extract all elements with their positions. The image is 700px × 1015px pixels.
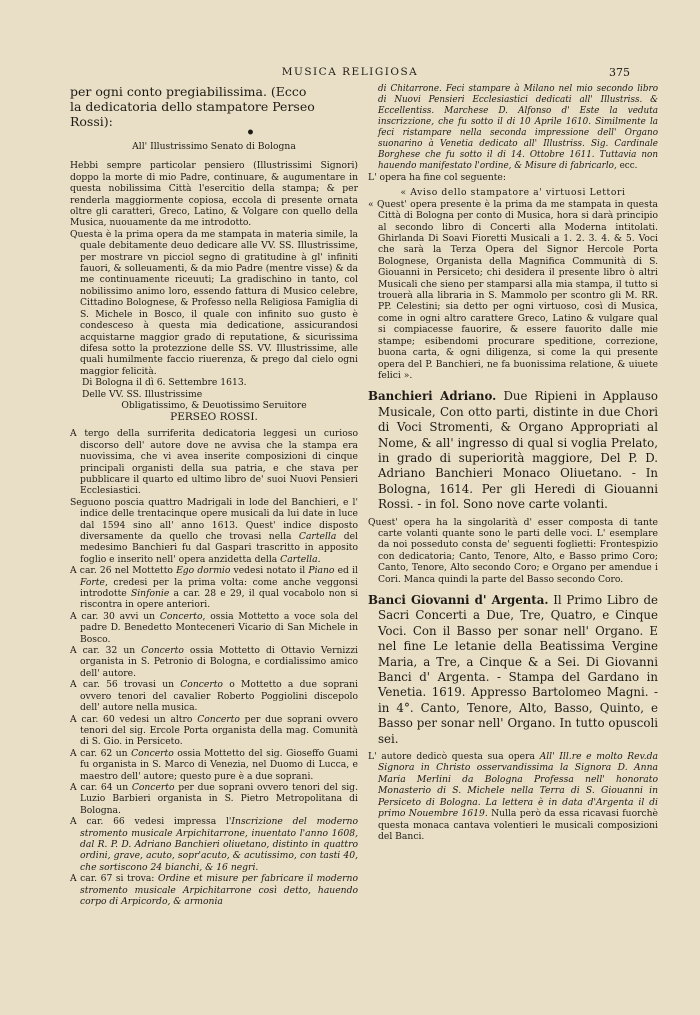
car26-text-d: , credesi per la prima volta: come anche veggonsi introdotte [80, 576, 358, 600]
intro-line-1: per ogni conto pregiabilissima. (Ecco [70, 84, 307, 99]
ending-note: L' opera ha fine col seguente: [368, 172, 506, 183]
entry-banci-heading: Banci Giovanni d' Argenta. [368, 593, 549, 607]
car26-text-a: A car. 26 nel Mottetto [70, 565, 177, 577]
note-car-66 [70, 816, 358, 873]
dedication-signature: PERSEO ROSSI. [170, 411, 258, 424]
car64-text-b: per due soprani ovvero tenori del sig. Luzio Barbieri organista in S. Pietro Metropolitana di Bologna. [80, 781, 358, 816]
entry-banci-note [368, 751, 658, 842]
paragraph-tergo: A tergo della surriferita dedicatoria leggesi un curioso discorso dell' autore dove ne avvisa che la stampa era nuovissima, che vi avea inserite composizioni di cinque principali organisti della sua patria, e che stava per pubblicare il quarto ed ultimo libro de' suoi Nuovi Pensieri Ecclesiastici. [70, 428, 358, 497]
page-header [0, 66, 700, 82]
car64-italic: Concerto [131, 781, 175, 793]
printed-dot: • [246, 125, 255, 141]
continued-tail: ecc. [616, 161, 638, 171]
note-car-62 [70, 748, 358, 782]
note-car-56 [70, 679, 358, 713]
banci-note-text-a: L' autore dedicò questa sua opera [368, 751, 540, 763]
car26-text-c: ed il [334, 565, 358, 577]
car26-italic-2: Piano [308, 565, 335, 577]
car60-italic: Concerto [197, 713, 240, 725]
car56-italic: Concerto [180, 679, 223, 691]
dedication-date: Di Bologna il dì 6. Settembre 1613. [82, 377, 247, 389]
continued-italic: di Chitarrone. Feci stampare à Milano nel mio secondo libro di Nuovi Pensieri Ecclesiastici dedicati all' Illustriss. & Eccellentiss. Marchese D. Alfonso d' Este la veduta inscrizzione, che fu sotto il di 10 Aprile 1610. Similmente la feci ristampare nella seconda impressione dell' Organo suonarino à Venetia dedicato all' Illustriss. Sig. Cardinale Borghese che fu sotto il di 14. Ottobre 1611. Tuttavia non hauendo manifestato l'ordine, & Misure di fabricarlo, [378, 84, 658, 171]
entry-banchieri-note: Quest' opera ha la singolarità d' esser composta di tante carte volanti quante sono le parti delle voci. L' esemplare da noi posseduto consta de' seguenti foglietti: Frontespizio con dedicatoria; Canto, Tenore, Alto, e Basso primo Coro; Canto, Tenore, Alto secondo Coro; e Organo per amendue i Cori. Manca quindi la parte del Basso secondo Coro. [368, 516, 658, 585]
right-column [368, 84, 658, 842]
seguono-text-c: . [317, 553, 321, 565]
intro-line-3: Rossi): [70, 114, 113, 129]
page-number: 375 [609, 66, 630, 79]
note-car-64 [70, 782, 358, 816]
car64-text-a: A car. 64 un [70, 781, 132, 793]
note-car-32 [70, 645, 358, 679]
aviso-text: « Quest' opera presente è la prima da me stampata in questa Città di Bologna per conto di Musica, hora si darà principio al secondo libro di Concerti alla Moderna intitolati. Ghirlanda Di Soavi Fioretti Musicali a 1. 2. 3. 4. & 5. Voci che sarà la Terza Opera del Signor Hercole Porta Bolognese, Organista della Magnifica Communità di S. Giouanni in Persiceto; chi desidera il presente libro ò altri Musicali che sieno per stamparsi alla mia stampa, il tutto si trouerà alla libraria in S. Mammolo per scontro gli M. RR. PP. Celestini; sia detto per ogni virtuoso, così di Musica, come in ogni altro carattere Greco, Latino & vulgare qual si compiacesse fauorire, & essere fauorito dalle mie stampe; esibendomi procurare speditione, correzione, buona carta, & ogni diligenza, si come la qui presente opera del P. Banchieri, ne fa buonissima relatione, & uiuete felici ». [368, 198, 658, 381]
seguono-text-a: Seguono poscia quattro Madrigali in lode del Banchieri, e l' indice delle trentacinque opere musicali da lui date in luce dal 1594 sino all' anno 1613. Quest' indice disposto diversamente da quello che trovasi nella [70, 496, 358, 542]
car30-text-a: A car. 30 avvi un [70, 610, 160, 622]
note-car-26 [70, 565, 358, 611]
car26-text-e: a car. 28 e 29, il qual vocabolo non si riscontra in opere anteriori. [80, 588, 358, 611]
car32-text-a: A car. 32 un [70, 645, 142, 657]
seguono-italic-2: Cartella [280, 553, 318, 565]
car67-text-a: A car. 67 si trova: [70, 873, 158, 885]
banci-note-italic: All' Ill.re e molto Rev.da Signora in Christo osservandissima la Signora D. Anna Maria Merlini da Bologna Professa nell' honorato Monasterio di S. Michele nella Terra di S. Giouanni in Persiceto di Bologna. La lettera è in data d'Argenta il di primo Nouembre 1619. [378, 751, 658, 820]
entry-banci-body: Il Primo Libro de Sacri Concerti a Due, Tre, Quatro, e Cinque Voci. Con il Basso per sonar nell' Organo. E nel fine Le letanie della Beatissima Vergine Maria, a Tre, a Cinque & a Sei. Di Giovanni Banci d' Argenta. - Stampa del Gardano in Venetia. 1619. Appresso Bartolomeo Magni. - in 4°. Canto, Tenore, Alto, Basso, Quinto, e Basso per sonar nell' Organo. In tutto opuscoli sei. [378, 593, 658, 746]
note-car-67 [70, 873, 358, 907]
car67-italic: Ordine et misure per fabricare il moderno stromento musicale Arpichitarrone così detto, hauendo corpo di Arpicordo, & armonia [80, 873, 358, 907]
dedication-paragraph-2: Questa è la prima opera da me stampata in materia simile, la quale debitamente deuo dedicare alle VV. SS. Illustrissime, per mostrare vn picciol segno di gratitudine à gl' infiniti fauori, & solleuamenti, & da mio Padre (mentre visse) & da me continuamente riceuuti; La gradischino in tanto, col nobilissimo animo loro, essendo fattura di Musico celebre, Cittadino Bolognese, & Professo nella Religiosa Famiglia di S. Michele in Bosco, il quale con infinito suo gusto è condesceso à questa mia dedicatione, assicurandosi acquistarne maggior grado di reputatione, & sicurissima difesa sotto la protezzione delle SS. VV. Illustrissime, alle quali humilmente faccio riuerenza, & prego dal cielo ogni maggior felicità. [70, 228, 358, 377]
entry-banchieri-heading: Banchieri Adriano. [368, 389, 497, 404]
car56-text-b: o Mottetto a due soprani ovvero tenori del cavalier Roberto Poggiolini discepolo dell' autore nella musica. [80, 679, 358, 714]
car62-text-b: ossia Mottetto del sig. Gioseffo Guami fu organista in S. Marco di Venezia, nel Duomo di Lucca, e maestro dell' autore; questo pure è a due soprani. [80, 747, 358, 782]
car30-italic: Concerto [159, 610, 203, 622]
car62-text-a: A car. 62 un [70, 747, 132, 759]
note-car-60 [70, 714, 358, 748]
dedication-addressee: All' Illustrissimo Senato di Bologna [132, 141, 296, 152]
car60-text-a: A car. 60 vedesi un altro [70, 713, 198, 725]
car26-italic-3: Forte [80, 576, 105, 588]
car66-text-a: A car. 66 vedesi impressa l' [70, 816, 232, 828]
banci-note-text-b: Nulla però da essa ricavasi fuorchè questa monaca cantava volentieri le musicali composizioni del Banci. [378, 808, 658, 842]
intro-line-2: la dedicatoria dello stampatore Perseo [70, 99, 315, 114]
continued-inscription [368, 84, 658, 172]
car30-text-b: , ossia Mottetto a voce sola del padre D. Benedetto Monteceneri Vicario di San Michele in Bosco. [80, 610, 358, 645]
entry-banchieri [368, 389, 658, 512]
car60-text-b: per due soprani ovvero tenori del sig. Ercole Porta organista della mag. Comunità di S. Gio. in Persiceto. [80, 713, 358, 748]
entry-banchieri-body: Due Ripieni in Applauso Musicale, Con otto parti, distinte in due Chori di Voci Stromenti, & Organo Appropriati al Nome, & all' ingresso di qual si voglia Prelato, in grado di superiorità maggiore, Del P. D. Adriano Banchieri Monaco Oliuetano. - In Bologna, 1614. Per gli Heredi di Giouanni Rossi. - in fol. Sono nove carte volanti. [378, 389, 658, 512]
car66-italic: Inscrizione del moderno stromento musicale Arpichitarrone, inuentato l'anno 1608, dal R. P. D. Adriano Banchieri oliuetano, distinto in quattro ordini, grave, acuto, sopr'acuto, & acutissimo, con tasti 40, che sortiscono 24 bianchi, & 16 negri. [80, 816, 358, 873]
dedication-closing-1: Delle VV. SS. Illustrissime [82, 388, 203, 400]
note-car-30 [70, 611, 358, 645]
car26-text-b: vedesi notato il [230, 565, 309, 577]
seguono-text-b: del medesimo Banchieri fu dal Gaspari trascritto in apposito foglio e inserito nell' opera anzidetta della [80, 531, 358, 565]
seguono-italic-1: Cartella [298, 531, 337, 542]
running-title: MUSICA RELIGIOSA [281, 66, 419, 78]
car62-italic: Concerto [131, 747, 174, 759]
car32-text-b: ossia Mottetto di Ottavio Vernizzi organista in S. Petronio di Bologna, e cordialissimo amico dell' autore. [80, 645, 358, 679]
entry-banci [368, 593, 658, 747]
car32-italic: Concerto [141, 645, 184, 657]
car26-italic-1: Ego dormio [176, 565, 231, 577]
car26-italic-4: Sinfonie [130, 588, 170, 600]
car56-text-a: A car. 56 trovasi un [70, 679, 181, 691]
dedication-closing-2: Obligatissimo, & Deuotissimo Seruitore [121, 399, 307, 411]
aviso-title: « Aviso dello stampatore a' virtuosi Lettori [400, 187, 626, 199]
paragraph-seguono [70, 497, 358, 565]
dedication-paragraph-1: Hebbi sempre particolar pensiero (Illustrissimi Signori) doppo la morte di mio Padre, continuare, & augumentare in questa nobilissima Città l'esercitio della stampa; & per renderla maggiormente copiosa, eccola di presente ornata oltre gli caratteri, Greco, Latino, & Volgare con quello della Musica, nuouamente da me introdotto. [70, 160, 358, 229]
left-column [70, 84, 358, 907]
